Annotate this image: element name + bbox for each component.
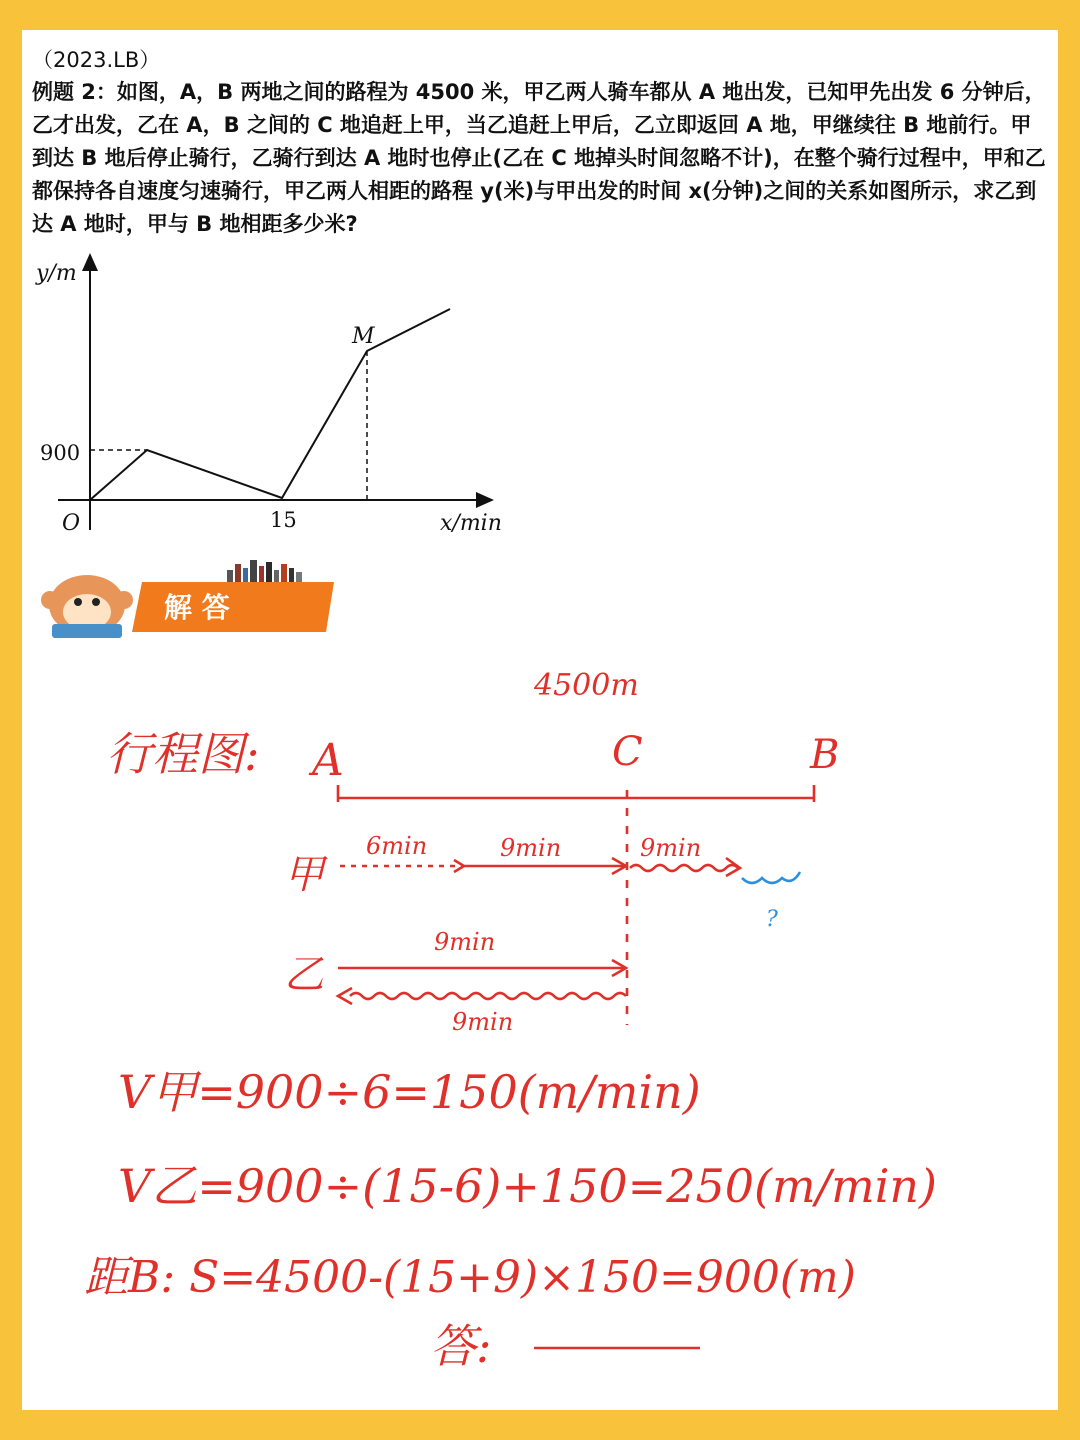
question-mark: ?	[766, 907, 778, 932]
point-b-label: B	[810, 732, 840, 778]
origin-label: O	[62, 511, 81, 536]
problem-source: （2023.LB）	[32, 48, 161, 72]
yi-back-label: 9min	[452, 1008, 514, 1036]
handwritten-solution	[22, 30, 1058, 1410]
jia-seg1-label: 6min	[366, 832, 428, 860]
point-c-label: C	[612, 729, 643, 775]
yi-forward-label: 9min	[434, 928, 496, 956]
problem-text: 例题 2：如图，A，B 两地之间的路程为 4500 米，甲乙两人骑车都从 A 地出发，已知甲先出发 6 分钟后，乙才出发，乙在 A，B 之间的 C 地追赶上甲，当乙追赶上甲后，乙立即返回 A 地，甲继续往 B 地前行。甲到达 B 地后停止骑行，乙骑行到达 A 地时也停止(乙在 C 地掉头时间忽略不计)，在整个骑行过程中，甲和乙都保持各自速度匀速骑行，甲乙两人相距的路程 y(米)与甲出发的时间 x(分钟)之间的关系如图所示，求乙到达 A 地时，甲与 B 地相距多少米?	[32, 80, 1046, 236]
point-a-label: A	[312, 735, 344, 786]
point-m-label: M	[352, 324, 375, 349]
equation-speed-yi: V乙=900÷(15-6)+150=250(m/min)	[118, 1159, 937, 1213]
worksheet-page	[22, 30, 1058, 1410]
equation-speed-jia: V甲=900÷6=150(m/min)	[118, 1065, 701, 1119]
x-axis-label: x/min	[440, 511, 502, 536]
y-axis-label: y/m	[36, 261, 77, 286]
diagram-title: 行程图:	[106, 727, 260, 781]
banner-label: 解 答	[164, 591, 230, 624]
jia-label: 甲	[284, 852, 324, 898]
yi-label: 乙	[284, 952, 324, 998]
jia-arrow-3	[630, 865, 738, 871]
jia-seg3-label: 9min	[640, 834, 702, 862]
jia-arrow-1-head	[454, 860, 464, 872]
jia-seg2-label: 9min	[500, 834, 562, 862]
equation-distance-b: 距B: S=4500-(15+9)×150=900(m)	[84, 1252, 856, 1303]
x-tick-15: 15	[270, 508, 297, 532]
answer-label: 答:	[430, 1319, 492, 1373]
unknown-distance-brace	[742, 872, 800, 883]
yi-back-arrow	[350, 993, 626, 999]
total-distance-label: 4500m	[534, 668, 639, 703]
y-tick-900: 900	[40, 441, 81, 465]
yi-back-head	[338, 988, 352, 1004]
